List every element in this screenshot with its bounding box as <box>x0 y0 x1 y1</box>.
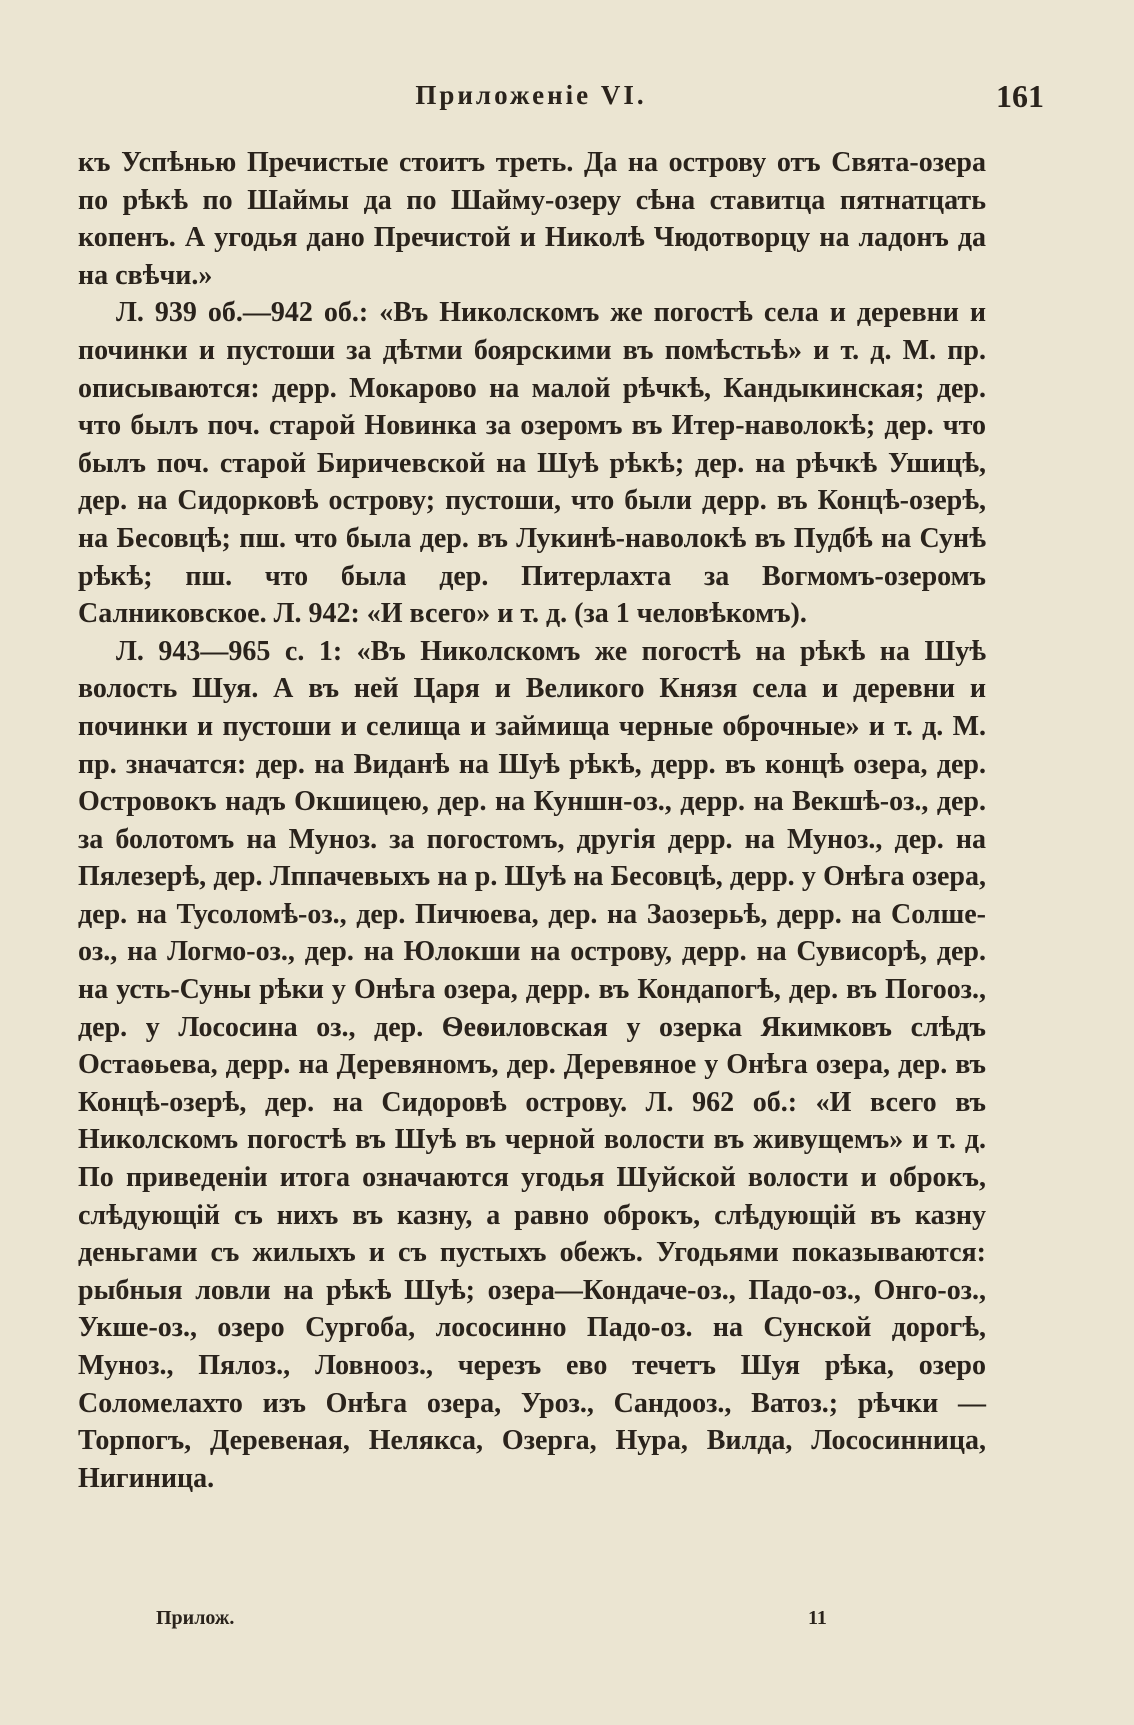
signature-mark-label: Прилож. <box>156 1607 235 1629</box>
paragraph-l943: Л. 943—965 с. 1: «Въ Николскомъ же погостѣ на рѣкѣ на Шуѣ волость Шуя. А въ ней Царя и Великого Князя села и деревни и починки и пустоши и селища и займища черные оброчные» и т. д. М. пр. значатся: дер. на Виданѣ на Шуѣ рѣкѣ, дерр. въ концѣ озера, дер. Островокъ надъ Окшицею, дер. на Куншн-оз., дерр. на Векшѣ-оз., дер. за болотомъ на Муноз. за погостомъ, другія дерр. на Муноз., дер. на Пялезерѣ, дер. Лппачевыхъ на р. Шуѣ на Бесовцѣ, дерр. у Онѣга озера, дер. на Тусоломѣ-оз., дер. Пичюева, дер. на Заозерьѣ, дерр. на Солше-оз., на Логмо-оз., дер. на Юлокши на острову, дерр. на Сувисорѣ, дер. на усть-Суны рѣки у Онѣга озера, дерр. въ Кондапогѣ, дер. въ Погооз., дер. у Лососина оз., дер. Ѳеѳиловская у озерка Якимковъ слѣдъ Остаѳьева, дерр. на Деревяномъ, дер. Деревяное у Онѣга озера, дер. въ Концѣ-озерѣ, дер. на Сидоровѣ острову. Л. 962 об.: «И всего въ Николскомъ погостѣ въ Шуѣ въ черной волости въ живущемъ» и т. д. По приведеніи итога означаются угодья Шуйской волости и оброкъ, слѣдующій съ нихъ въ казну, а равно оброкъ, слѣдующій въ казну деньгами съ жилыхъ и съ пустыхъ обежъ. Угодьями показываются: рыбныя ловли на рѣкѣ Шуѣ; озера—Кондаче-оз., Падо-оз., Онго-оз., Укше-оз., озеро Сургоба, лососинно Падо-оз. на Сунской дорогѣ, Муноз., Пялоз., Ловноoз., черезъ ево течетъ Шуя рѣка, озеро Соломелахто изъ Онѣга озера, Уроз., Сандооз., Ватоз.; рѣчки —Торпогъ, Деревеная, Нелякса, Озерга, Нура, Вилда, Лососинница, Нигиница. <box>78 635 986 1494</box>
running-head: Приложеніе VI. <box>415 80 647 110</box>
page-footer <box>78 1607 986 1637</box>
paragraph-continuation: къ Успѣнью Пречистые стоитъ треть. Да на острову отъ Свята-озера по рѣкѣ по Шаймы да по Шайму-озеру сѣна ставитца пятнатцать копенъ. А угодья дано Пречистой и Николѣ Чюдотворцу на ладонъ да на свѣчи.» <box>78 147 986 291</box>
paragraph-l939: Л. 939 об.—942 об.: «Въ Николскомъ же погостѣ села и деревни и починки и пустоши за дѣтми боярскими въ помѣстьѣ» и т. д. М. пр. описываются: дерр. Мокарово на малой рѣчкѣ, Кандыкинская; дер. что былъ поч. старой Новинка за озеромъ въ Итер-наволокѣ; дер. что былъ поч. старой Биричевской на Шуѣ рѣкѣ; дер. на рѣчкѣ Ушицѣ, дер. на Сидорковѣ острову; пустоши, что были дерр. въ Концѣ-озерѣ, на Бесовцѣ; пш. что была дер. въ Лукинѣ-наволокѣ въ Пудбѣ на Сунѣ рѣкѣ; пш. что была дер. Питерлахта за Вогмомъ-озеромъ Салниковское. Л. 942: «И всего» и т. д. (за 1 человѣкомъ). <box>78 297 986 630</box>
page-body <box>78 144 986 1497</box>
signature-mark-number: 11 <box>808 1607 827 1629</box>
page-header <box>78 78 1044 120</box>
page-number: 161 <box>996 78 1044 114</box>
